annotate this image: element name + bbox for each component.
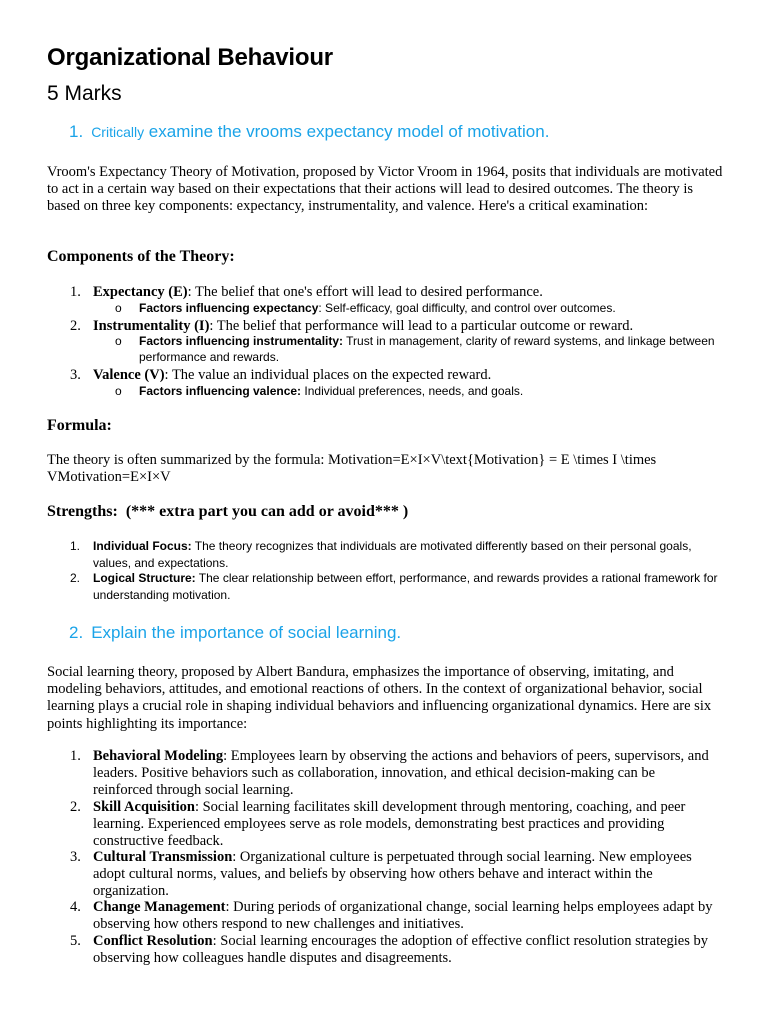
question-1-heading (69, 122, 549, 142)
social-intro-paragraph: Social learning theory, proposed by Albert Bandura, emphasizes the importance of observing, imitating, and modeling behaviors, attitudes, and emotional reactions of others. In the context of organizational behavior, social learning plays a crucial role in shaping individual behaviors and influencing organizational dynamics. Here are six points highlighting its importance: (47, 664, 712, 732)
list-number: 1. (70, 539, 81, 553)
question-1-text: examine the vrooms expectancy model of motivation. (144, 122, 550, 141)
list-item (70, 570, 723, 604)
component-term: Valence (V) (93, 367, 165, 383)
sub-list-item (115, 383, 719, 399)
formula-heading: Formula: (47, 417, 112, 434)
intro-paragraph: Vroom's Expectancy Theory of Motivation, proposed by Victor Vroom in 1964, posits that individuals are motivated to act in a certain way based on their expectations that their actions will lead to desired outcomes. The theory is based on three key components: expectancy, instrumentality, and valence. Here's a critical examination: (47, 164, 723, 215)
factor-term: Factors influencing valence: (139, 384, 302, 398)
strength-text: The theory recognizes that individuals are motivated differently based on their personal goals, values, and expectations. (93, 539, 692, 570)
strengths-heading: Strengths: (*** extra part you can add or avoid*** ) (47, 503, 409, 520)
formula-paragraph: The theory is often summarized by the formula: Motivation=E×I×V\text{Motivation} = E \times I \times VMotivation=E×I×V (47, 452, 657, 486)
factor-term: Factors influencing expectancy (139, 301, 319, 315)
list-item (70, 538, 723, 572)
factor-text: Trust in management, clarity of reward systems, and linkage between performance and rewards. (139, 334, 715, 364)
list-number: 2. (70, 318, 81, 334)
point-text: : Employees learn by observing the actions and behaviors of peers, supervisors, and leaders. Positive behaviors such as collaboration, innovation, and ethical decision-making can be reinforced through social learning. (93, 748, 709, 798)
strength-term: Individual Focus: (93, 539, 192, 553)
factor-term: Factors influencing instrumentality: (139, 334, 344, 348)
list-item (70, 799, 713, 850)
list-number: 1. (70, 748, 81, 764)
bullet-icon: o (115, 384, 122, 398)
bullet-icon: o (115, 301, 122, 315)
question-1-number: 1. (69, 122, 84, 141)
question-2-heading (69, 623, 401, 643)
point-term: Cultural Transmission (93, 849, 233, 865)
point-text: : Social learning facilitates skill development through mentoring, coaching, and peer learning. Experienced employees serve as role models, demonstrating best practices and providing constructive feedback. (93, 799, 686, 849)
factor-text: : Self-efficacy, goal difficulty, and control over outcomes. (318, 301, 616, 315)
list-item (70, 367, 733, 384)
component-text: : The value an individual places on the expected reward. (164, 367, 492, 383)
components-heading: Components of the Theory: (47, 248, 235, 265)
bullet-icon: o (115, 334, 122, 348)
point-term: Skill Acquisition (93, 799, 195, 815)
sub-list-item (115, 333, 719, 365)
factor-text: Individual preferences, needs, and goals. (301, 384, 524, 398)
question-2-text: Explain the importance of social learning. (91, 623, 402, 642)
list-item (70, 899, 713, 933)
document-title: Organizational Behaviour (47, 44, 333, 71)
strength-term: Logical Structure: (93, 571, 196, 585)
list-number: 5. (70, 933, 81, 949)
component-term: Expectancy (E) (93, 284, 188, 300)
point-term: Conflict Resolution (93, 933, 213, 949)
list-number: 3. (70, 367, 81, 383)
list-number: 2. (70, 571, 81, 585)
sub-list-item (115, 300, 719, 316)
list-item (70, 933, 713, 967)
point-text: : Organizational culture is perpetuated through social learning. New employees adopt cultural norms, values, and beliefs by observing how others behave and interact within the organization. (93, 849, 692, 899)
list-item (70, 284, 733, 301)
component-text: : The belief that one's effort will lead to desired performance. (187, 284, 543, 300)
list-item (70, 849, 713, 900)
list-number: 1. (70, 284, 81, 300)
strength-text: The clear relationship between effort, performance, and rewards provides a rational framework for understanding motivation. (93, 571, 718, 602)
component-text: : The belief that performance will lead to a particular outcome or reward. (209, 318, 634, 334)
marks-label: 5 Marks (47, 82, 122, 105)
list-number: 4. (70, 899, 81, 915)
question-2-number: 2. (69, 623, 84, 642)
list-number: 2. (70, 799, 81, 815)
point-term: Behavioral Modeling (93, 748, 224, 764)
list-item (70, 748, 713, 799)
point-text: : During periods of organizational change, social learning helps employees adapt by observing how others respond to new challenges and initiatives. (93, 899, 713, 932)
point-term: Change Management (93, 899, 226, 915)
point-text: : Social learning encourages the adoption of effective conflict resolution strategies by observing how colleagues handle disputes and disagreements. (93, 933, 709, 966)
component-term: Instrumentality (I) (93, 318, 210, 334)
list-number: 3. (70, 849, 81, 865)
question-1-word: Critically (91, 124, 145, 140)
